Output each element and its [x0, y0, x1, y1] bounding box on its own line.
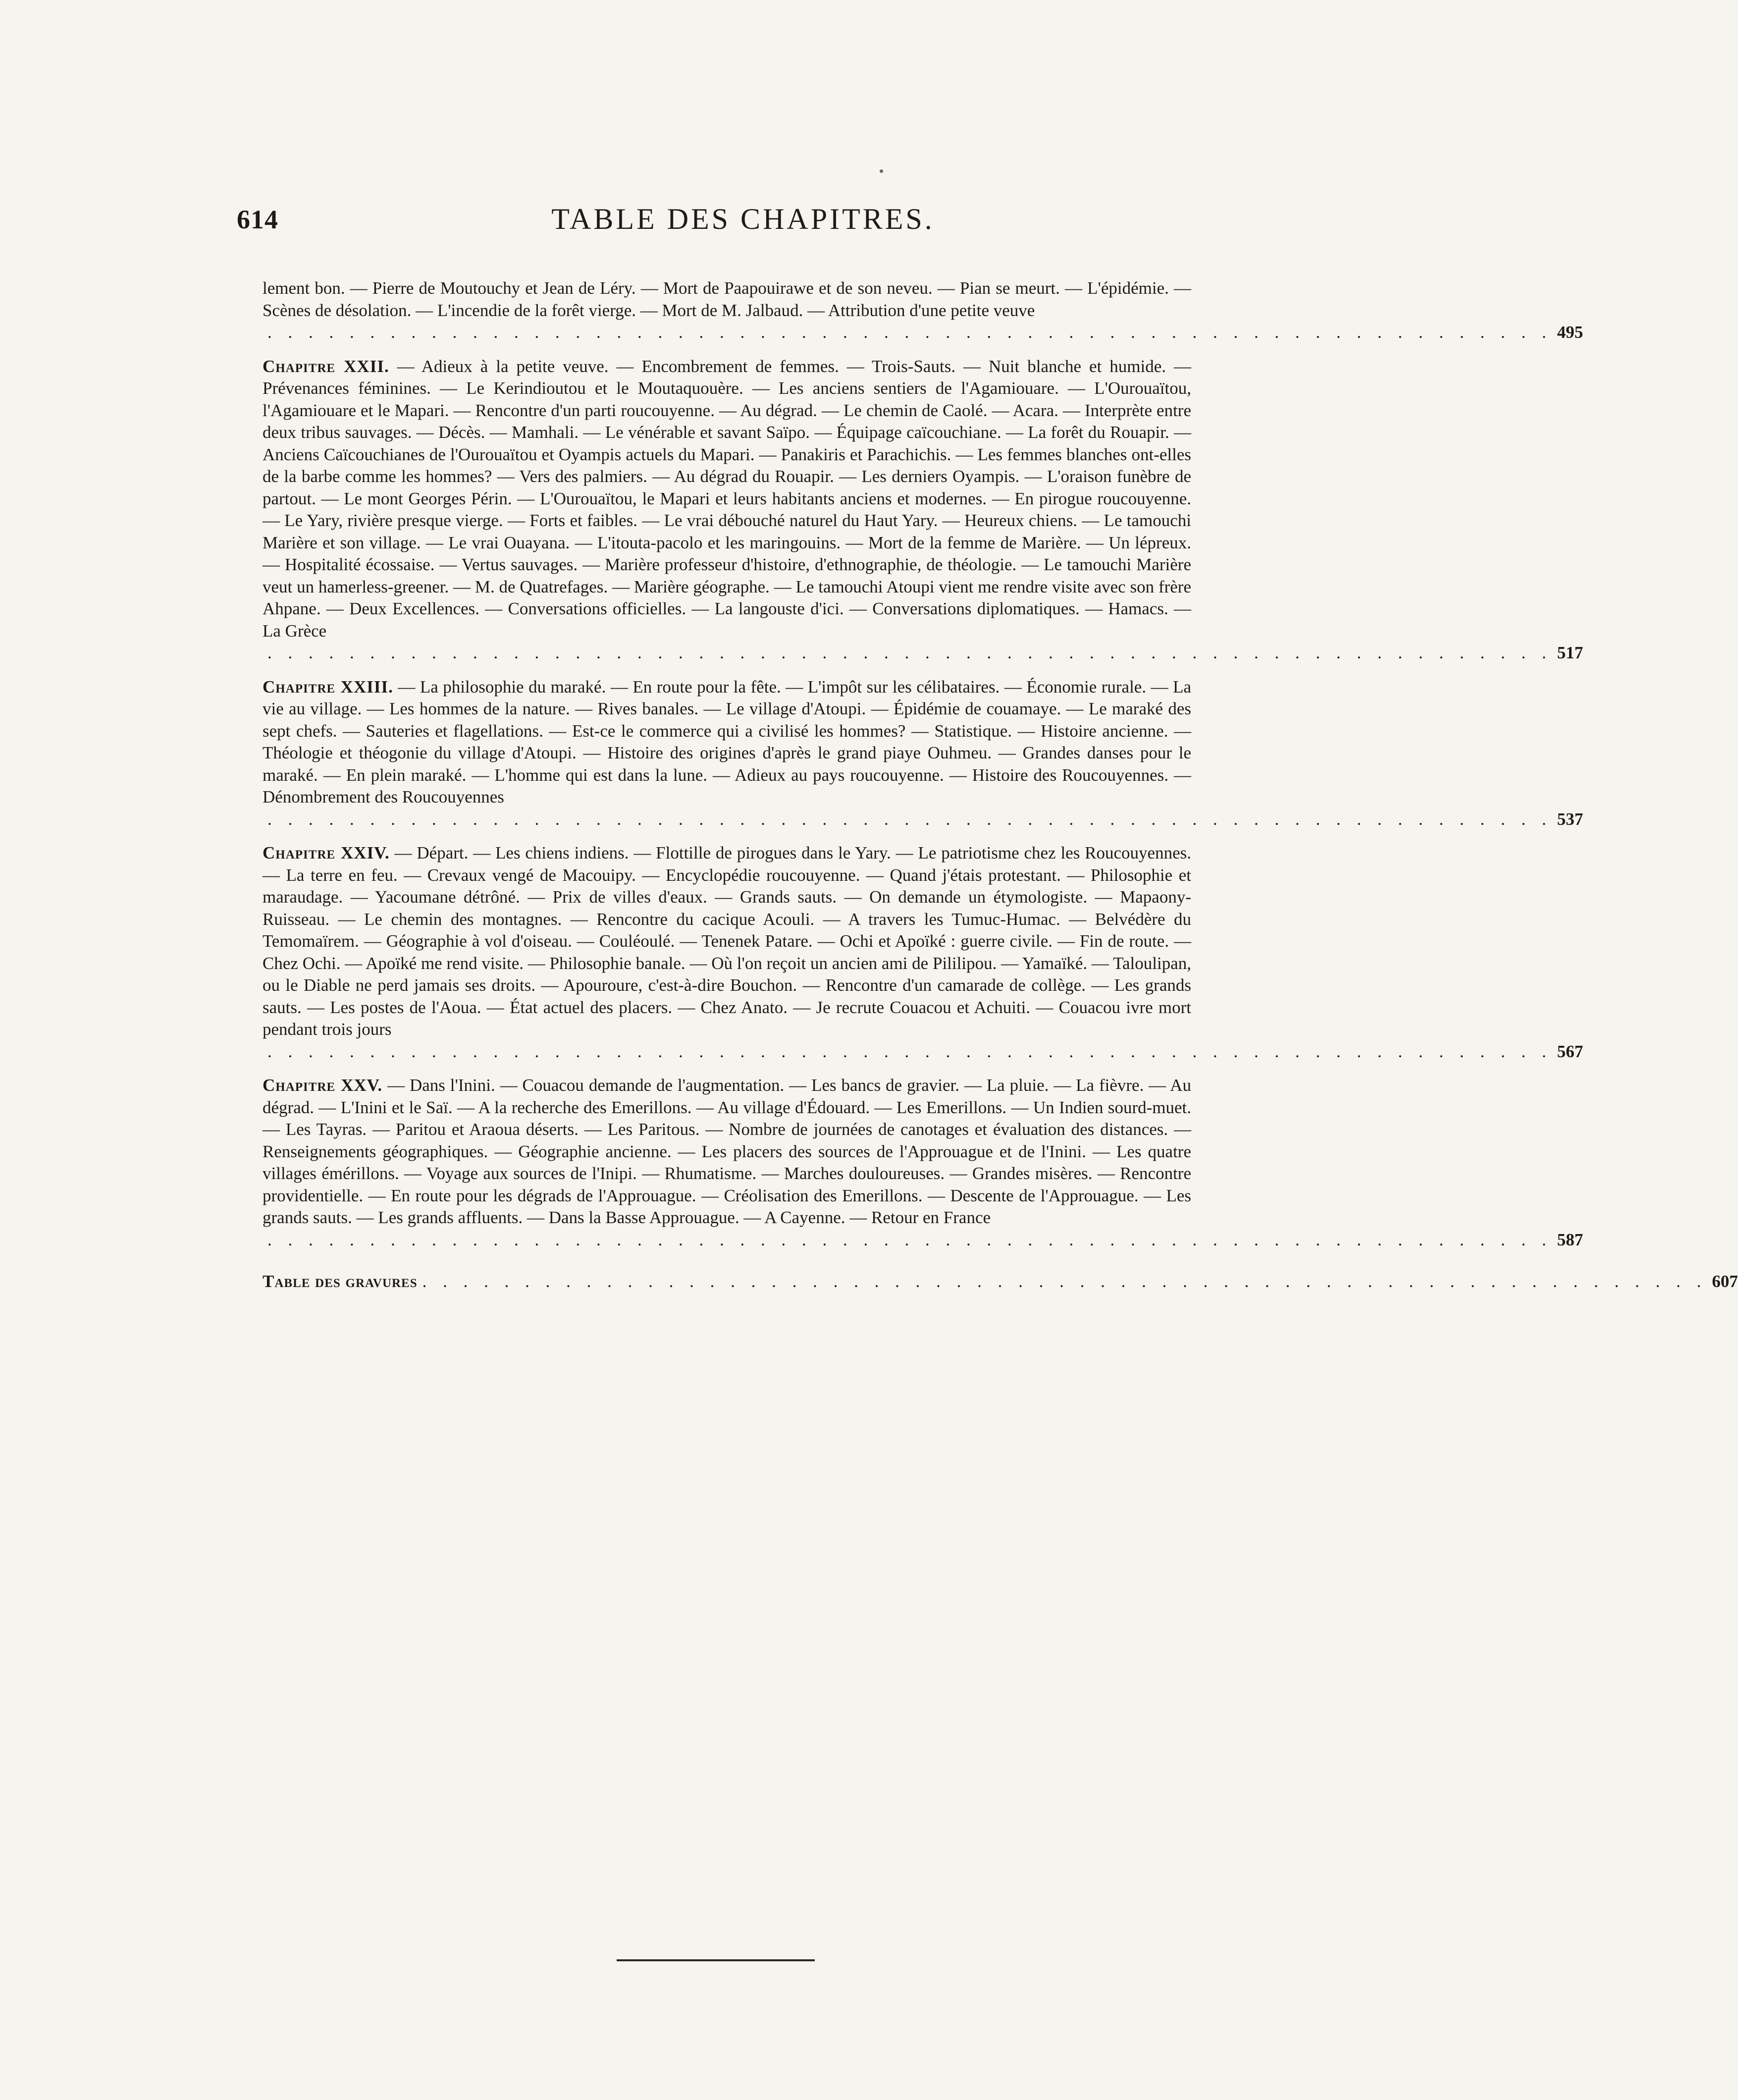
toc-entry-leader-line — [263, 808, 1583, 831]
toc-entry-chapter-xxiv — [263, 842, 1583, 1063]
running-title: TABLE DES CHAPITRES. — [551, 203, 935, 235]
chapter-label: Chapitre XXII. — [263, 356, 389, 376]
toc-entry-text: lement bon. — Pierre de Moutouchy et Jean de Léry. — Mort de Paapouirawe et de son neveu. — Pian se meurt. — L'épidémie. — Scènes de désolation. — L'incendie de la forêt vierge. — Mort de M. Jalbaud. — Attribution d'une petite veuve — [263, 278, 1191, 320]
toc-entry-leader-line — [263, 1271, 1738, 1293]
table-gravures-label: Table des gravures — [263, 1272, 418, 1291]
toc-entry-text: — Adieux à la petite veuve. — Encombrement de femmes. — Trois-Sauts. — Nuit blanche et humide. — Prévenances féminines. — Le Kerindioutou et le Moutaquouère. — Les anciens sentiers de l'Agamiouare. — L'Ourouaïtou, l'Agamiouare et le Mapari. — Rencontre d'un parti roucouyenne. — Au dégrad. — Le chemin de Caolé. — Acara. — Interprète entre deux tribus sauvages. — Décès. — Mamhali. — Le vénérable et savant Saïpo. — Équipage caïcouchiane. — La forêt du Rouapir. — Anciens Caïcouchianes de l'Ourouaïtou et Oyampis actuels du Mapari. — Panakiris et Parachichis. — Les femmes blanches ont-elles de la barbe comme les hommes? — Vers des palmiers. — Au dégrad du Rouapir. — Les derniers Oyampis. — L'oraison funèbre de partout. — Le mont Georges Périn. — L'Ourouaïtou, le Mapari et leurs habitants anciens et modernes. — En pirogue roucouyenne. — Le Yary, rivière presque vierge. — Forts et faibles. — Le vrai débouché naturel du Haut Yary. — Heureux chiens. — Le tamouchi Marière et son village. — Le vrai Ouayana. — L'itouta-pacolo et les maringouins. — Mort de la femme de Marière. — Un lépreux. — Hospitalité écossaise. — Vertus sauvages. — Marière professeur d'histoire, d'ethnographie, de théologie. — Le tamouchi Marière veut un hamerless-greener. — M. de Quatrefages. — Marière géographe. — Le tamouchi Atoupi vient me rendre visite avec son frère Ahpane. — Deux Excellences. — Conversations officielles. — La langouste d'ici. — Conversations diplomatiques. — Hamacs. — La Grèce — [263, 356, 1191, 641]
toc-entry-leader-line — [263, 1229, 1583, 1251]
toc-entry-chapter-xxii — [263, 356, 1583, 664]
toc-page-number: 495 — [1557, 323, 1583, 342]
toc-entry-leader-line — [263, 1041, 1583, 1063]
chapter-label: Chapitre XXV. — [263, 1076, 383, 1095]
toc-entry-continuation — [263, 277, 1583, 344]
toc-entry-table-gravures — [263, 1271, 1738, 1293]
toc-entry-leader-line — [263, 642, 1583, 664]
toc-page-number: 567 — [1557, 1041, 1583, 1061]
dot-leader: . . . . . . . . . . . . . . . . . . . . . . . . . . . . . . . . . . . . . . . . . . . . . . . . . . . . . . . . . . . . . . . — [267, 1230, 1552, 1249]
toc-page-number: 517 — [1557, 643, 1583, 662]
toc-entry-text: — La philosophie du maraké. — En route pour la fête. — L'impôt sur les célibataires. — Économie rurale. — La vie au village. — Les hommes de la nature. — Rives banales. — Le village d'Atoupi. — Épidémie de couamaye. — Le maraké des sept chefs. — Sauteries et flagellations. — Est-ce le commerce qui a civilisé les hommes? — Statistique. — Histoire ancienne. — Théologie et théogonie du village d'Atoupi. — Histoire des origines d'après le grand piaye Ouhmeu. — Grandes danses pour le maraké. — En plein maraké. — L'homme qui est dans la lune. — Adieux au pays roucouyenne. — Histoire des Roucouyennes. — Dénombrement des Roucouyennes — [263, 677, 1191, 807]
page-number: 614 — [237, 205, 278, 234]
toc-entry-leader-line — [263, 322, 1583, 344]
toc-entry-chapter-xxv — [263, 1075, 1583, 1251]
toc-entry-text: — Dans l'Inini. — Couacou demande de l'augmentation. — Les bancs de gravier. — La pluie. — La fièvre. — Au dégrad. — L'Inini et le Saï. — A la recherche des Emerillons. — Au village d'Édouard. — Les Emerillons. — Un Indien sourd-muet. — Les Tayras. — Paritou et Araoua déserts. — Les Paritous. — Nombre de journées de canotages et évaluation des distances. — Renseignements géographiques. — Géographie ancienne. — Les placers des sources de l'Approuague et de l'Inini. — Les quatre villages émérillons. — Voyage aux sources de l'Inipi. — Rhumatisme. — Marches douloureuses. — Grandes misères. — Rencontre providentielle. — En route pour les dégrads de l'Approuague. — Créolisation des Emerillons. — Descente de l'Approuague. — Les grands sauts. — Les grands affluents. — Dans la Basse Approuague. — A Cayenne. — Retour en France — [263, 1076, 1191, 1227]
chapter-label: Chapitre XXIII. — [263, 677, 393, 697]
dot-leader: . . . . . . . . . . . . . . . . . . . . . . . . . . . . . . . . . . . . . . . . . . . . . . . . . . . . . . . . . . . . . . . — [267, 323, 1552, 342]
toc-entry-chapter-xxiii — [263, 676, 1583, 831]
dot-leader: . . . . . . . . . . . . . . . . . . . . . . . . . . . . . . . . . . . . . . . . . . . . . . . . . . . . . . . . . . . . . . . — [267, 809, 1552, 829]
dot-leader: . . . . . . . . . . . . . . . . . . . . . . . . . . . . . . . . . . . . . . . . . . . . . . . . . . . . . . . . . . . . . . . — [267, 643, 1552, 662]
dot-leader: . . . . . . . . . . . . . . . . . . . . . . . . . . . . . . . . . . . . . . . . . . . . . . . . . . . . . . . . . . . . . . . — [422, 1272, 1707, 1291]
closing-rule — [617, 1959, 815, 1961]
toc-page-number: 607 — [1712, 1272, 1738, 1291]
chapter-label: Chapitre XXIV. — [263, 843, 390, 862]
toc-entry-text: — Départ. — Les chiens indiens. — Flottille de pirogues dans le Yary. — Le patriotisme chez les Roucouyennes. — La terre en feu. — Crevaux vengé de Macouipy. — Encyclopédie roucouyenne. — Quand j'étais protestant. — Philosophie et maraudage. — Yacoumane détrôné. — Prix de villes d'eaux. — Grands sauts. — On demande un étymologiste. — Mapaony-Ruisseau. — Le chemin des montagnes. — Rencontre du cacique Acouli. — A travers les Tumuc-Humac. — Belvédère du Temomaïrem. — Géographie à vol d'oiseau. — Couléoulé. — Tenenek Patare. — Ochi et Apoïké : guerre civile. — Fin de route. — Chez Ochi. — Apoïké me rend visite. — Philosophie banale. — Où l'on reçoit un ancien ami de Pililipou. — Yamaïké. — Taloulipan, ou le Diable ne perd jamais ses droits. — Apouroure, c'est-à-dire Bouchon. — Rencontre d'un camarade de collège. — Les grands sauts. — Les postes de l'Aoua. — État actuel des placers. — Chez Anato. — Je recrute Couacou et Achuiti. — Couacou ivre mort pendant trois jours — [263, 843, 1191, 1039]
dot-leader: . . . . . . . . . . . . . . . . . . . . . . . . . . . . . . . . . . . . . . . . . . . . . . . . . . . . . . . . . . . . . . . — [267, 1041, 1552, 1061]
toc-page-number: 587 — [1557, 1230, 1583, 1249]
toc-page-number: 537 — [1557, 809, 1583, 829]
table-of-contents — [263, 277, 1738, 1293]
ink-speck — [880, 169, 883, 173]
